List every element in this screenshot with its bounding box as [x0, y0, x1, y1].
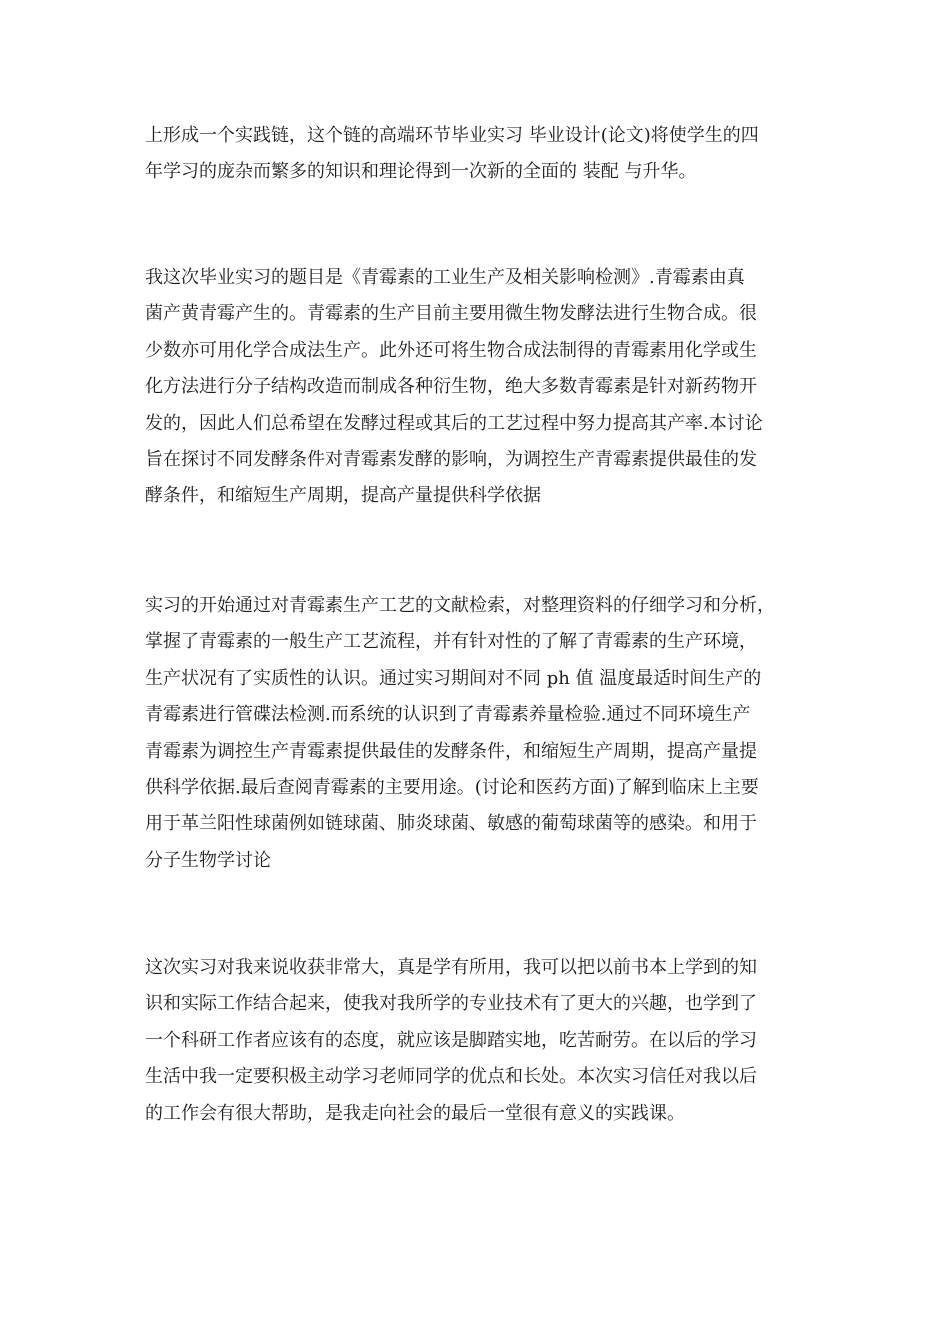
text-line: 生产状况有了实质性的认识。通过实习期间对不同 ph 值 温度最适时间生产的	[145, 667, 762, 689]
text-line: 化方法进行分子结构改造而制成各种衍生物，绝大多数青霉素是针对新药物开	[145, 376, 757, 398]
text-line: 发的，因此人们总希望在发酵过程或其后的工艺过程中努力提高其产率.本讨论	[145, 412, 763, 434]
paragraph-4	[145, 950, 825, 1132]
text-line: 青霉素为调控生产青霉素提供最佳的发酵条件，和缩短生产周期，提高产量提	[145, 740, 757, 762]
text-line: 分子生物学讨论	[145, 849, 271, 871]
text-line: 我这次毕业实习的题目是《青霉素的工业生产及相关影响检测》.青霉素由真	[145, 267, 745, 288]
text-line: 青霉素进行管碟法检测.而系统的认识到了青霉素养量检验.通过不同环境生产	[145, 704, 751, 726]
text-line: 供科学依据.最后查阅青霉素的主要用途。(讨论和医药方面)了解到临床上主要	[145, 777, 759, 799]
text-line: 旨在探讨不同发酵条件对青霉素发酵的影响，为调控生产青霉素提供最佳的发	[145, 449, 757, 471]
text-line: 掌握了青霉素的一般生产工艺流程，并有针对性的了解了青霉素的生产环境，	[145, 631, 757, 653]
text-line: 年学习的庞杂而繁多的知识和理论得到一次新的全面的 装配 与升华。	[145, 161, 697, 183]
text-line: 上形成一个实践链，这个链的高端环节毕业实习 毕业设计(论文)将使学生的四	[145, 125, 759, 146]
text-line: 生活中我一定要积极主动学习老师同学的优点和长处。本次实习信任对我以后	[145, 1066, 757, 1088]
text-line: 酵条件，和缩短生产周期，提高产量提供科学依据	[145, 485, 541, 507]
text-line: 菌产黄青霉产生的。青霉素的生产目前主要用微生物发酵法进行生物合成。很	[145, 303, 757, 325]
paragraph-2	[145, 260, 825, 515]
paragraph-1	[145, 118, 825, 191]
text-line: 实习的开始通过对青霉素生产工艺的文献检索，对整理资料的仔细学习和分析，	[145, 595, 775, 616]
text-line: 这次实习对我来说收获非常大，真是学有所用，我可以把以前书本上学到的知	[145, 957, 757, 978]
paragraph-3	[145, 588, 825, 879]
text-line: 识和实际工作结合起来，使我对我所学的专业技术有了更大的兴趣，也学到了	[145, 993, 757, 1015]
text-line: 的工作会有很大帮助，是我走向社会的最后一堂很有意义的实践课。	[145, 1102, 685, 1124]
text-line: 一个科研工作者应该有的态度，就应该是脚踏实地，吃苦耐劳。在以后的学习	[145, 1029, 757, 1051]
text-line: 少数亦可用化学合成法生产。此外还可将生物合成法制得的青霉素用化学或生	[145, 339, 757, 361]
text-line: 用于革兰阳性球菌例如链球菌、肺炎球菌、敏感的葡萄球菌等的感染。和用于	[145, 813, 757, 835]
